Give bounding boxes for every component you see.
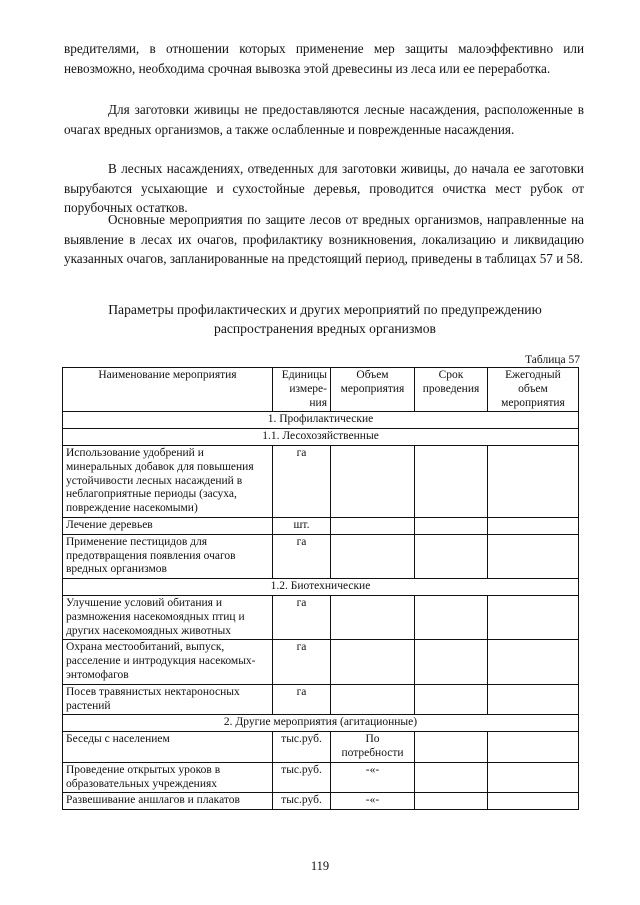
row-annual (488, 793, 579, 810)
row-period (415, 793, 488, 810)
table-row (63, 793, 579, 810)
row-period (415, 595, 488, 639)
table-row (63, 595, 579, 639)
paragraph-4: Основные мероприятия по защите лесов от вредных организмов, направленные на выявление в лесах их очагов, профилактику возникновения, локализацию и ликвидацию указанных очагов, запланированные на предстоящий период, приведены в таблицах 57 и 58. (64, 212, 584, 266)
table-row (63, 445, 579, 517)
row-annual (488, 640, 579, 684)
row-annual (488, 517, 579, 534)
row-period (415, 684, 488, 715)
section-row (63, 412, 579, 429)
row-period (415, 762, 488, 793)
row-period (415, 517, 488, 534)
row-name: Проведение открытых уроков в образовательных учреждениях (63, 762, 273, 793)
row-annual (488, 445, 579, 517)
measures-table (62, 367, 579, 810)
row-annual (488, 534, 579, 578)
row-volume: -«- (331, 793, 415, 810)
row-name: Применение пестицидов для предотвращения появления очагов вредных организмов (63, 534, 273, 578)
table-row (63, 534, 579, 578)
row-period (415, 640, 488, 684)
row-unit: тыс.руб. (273, 762, 331, 793)
table-row (63, 517, 579, 534)
table-row (63, 640, 579, 684)
row-volume (331, 445, 415, 517)
table-row (63, 732, 579, 763)
row-unit: га (273, 684, 331, 715)
header-unit: Единицы измере-ния (273, 368, 331, 412)
paragraph-1: вредителями, в отношении которых применение мер защиты малоэффективно или невозможно, необходима срочная вывозка этой древесины из леса или ее переработка. (64, 41, 584, 76)
row-name: Использование удобрений и минеральных добавок для повышения устойчивости лесных насаждений в неблагоприятные периоды (засуха, повреждение насекомыми) (63, 445, 273, 517)
header-annual-volume: Ежегодный объем мероприятия (488, 368, 579, 412)
table-header-row (63, 368, 579, 412)
row-name: Развешивание аншлагов и плакатов (63, 793, 273, 810)
row-unit: тыс.руб. (273, 732, 331, 763)
table-row (63, 762, 579, 793)
subsection-row (63, 579, 579, 596)
subsection-forestry: 1.1. Лесохозяйственные (63, 429, 579, 446)
row-period (415, 732, 488, 763)
row-name: Улучшение условий обитания и размножения насекомоядных птиц и других насекомоядных животных (63, 595, 273, 639)
row-annual (488, 684, 579, 715)
row-volume: По потребности (331, 732, 415, 763)
row-name: Охрана местообитаний, выпуск, расселение и интродукция насекомых-энтомофагов (63, 640, 273, 684)
row-annual (488, 595, 579, 639)
row-unit: га (273, 595, 331, 639)
table-number-label: Таблица 57 (525, 354, 580, 366)
subsection-biotechnical: 1.2. Биотехнические (63, 579, 579, 596)
row-volume (331, 534, 415, 578)
row-volume (331, 517, 415, 534)
row-period (415, 445, 488, 517)
section-preventive: 1. Профилактические (63, 412, 579, 429)
section-other: 2. Другие мероприятия (агитационные) (63, 715, 579, 732)
row-name: Беседы с населением (63, 732, 273, 763)
row-unit: тыс.руб. (273, 793, 331, 810)
row-annual (488, 762, 579, 793)
header-name: Наименование мероприятия (63, 368, 273, 412)
subsection-row (63, 429, 579, 446)
row-volume (331, 684, 415, 715)
row-name: Посев травянистых нектароносных растений (63, 684, 273, 715)
table-caption: Параметры профилактических и других мероприятий по предупреждению распространения вредных организмов (108, 302, 542, 336)
header-volume: Объем мероприятия (331, 368, 415, 412)
row-volume (331, 640, 415, 684)
row-period (415, 534, 488, 578)
row-name: Лечение деревьев (63, 517, 273, 534)
row-unit: га (273, 640, 331, 684)
row-annual (488, 732, 579, 763)
section-row (63, 715, 579, 732)
paragraph-3: В лесных насаждениях, отведенных для заготовки живицы, до начала ее заготовки вырубаются усыхающие и сухостойные деревья, проводится очистка мест рубок от порубочных остатков. (64, 161, 584, 215)
header-period: Срок проведения (415, 368, 488, 412)
row-volume: -«- (331, 762, 415, 793)
table-row (63, 684, 579, 715)
row-unit: га (273, 534, 331, 578)
paragraph-2: Для заготовки живицы не предоставляются лесные насаждения, расположенные в очагах вредных организмов, а также ослабленные и поврежденные насаждения. (64, 102, 584, 137)
row-unit: шт. (273, 517, 331, 534)
row-unit: га (273, 445, 331, 517)
page-number: 119 (310, 859, 330, 873)
row-volume (331, 595, 415, 639)
